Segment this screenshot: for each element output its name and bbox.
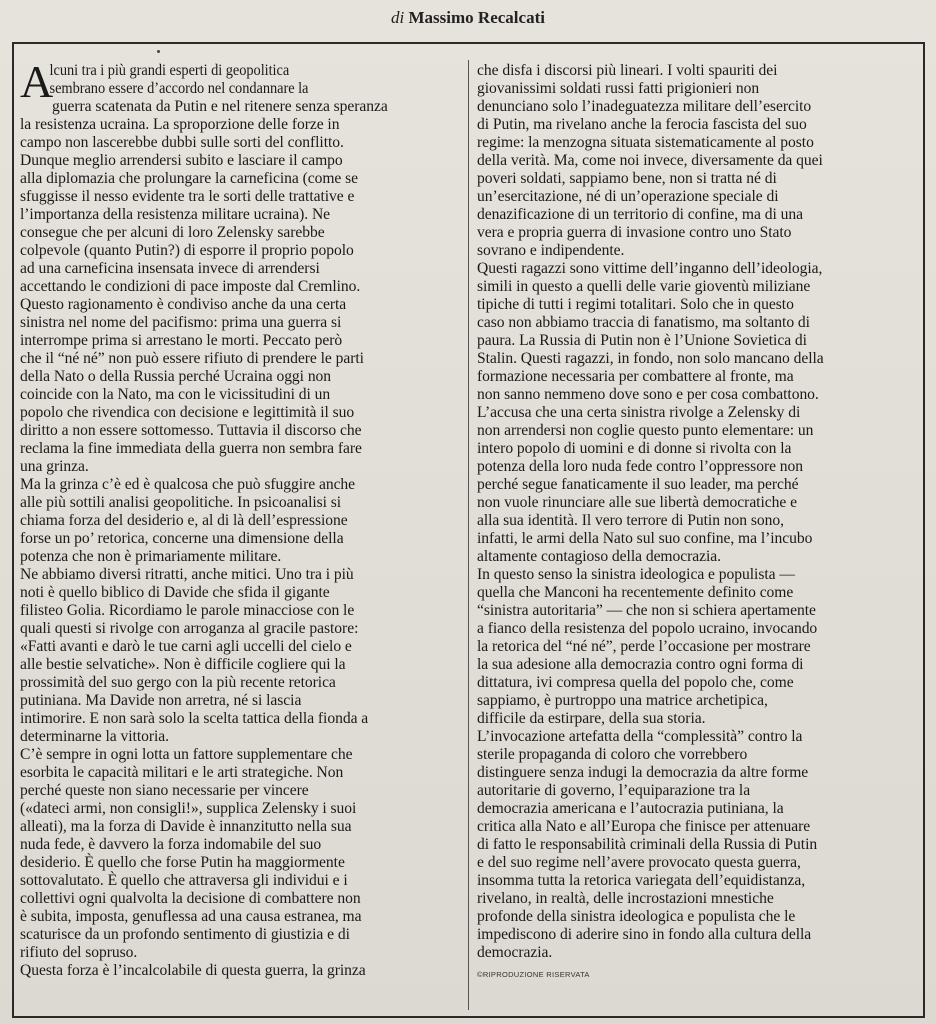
text-line: («dateci armi, non consigli!», supplica Zelensky i suoi xyxy=(20,800,357,817)
text-line: dittatura, ivi compresa quella del popolo che, come xyxy=(477,674,794,691)
text-line: interrompe prima si arrestano le morti. Peccato però xyxy=(20,332,343,349)
text-line: Ma la grinza c’è ed è qualcosa che può sfuggire anche xyxy=(20,476,356,493)
text-line: reclama la fine immediata della guerra non sembra fare xyxy=(20,440,362,457)
text-line: difficile da estirpare, della sua storia. xyxy=(477,710,706,727)
text-line: denazificazione di un territorio di confine, ma di una xyxy=(477,206,803,223)
text-line: giovanissimi soldati russi fatti prigionieri non xyxy=(477,80,760,97)
text-line: infatti, le armi della Nato sul suo confine, ma l’incubo xyxy=(477,530,813,547)
text-line: simili in questo a quelli delle varie gioventù miliziane xyxy=(477,278,811,295)
text-line: putiniana. Ma Davide non arretra, né si lascia xyxy=(20,692,302,709)
text-line: che il “né né” non può essere rifiuto di prendere le parti xyxy=(20,350,364,367)
text-line: desiderio. È quello che forse Putin ha maggiormente xyxy=(20,854,345,871)
text-line: caso non abbiamo traccia di fanatismo, ma soltanto di xyxy=(477,314,810,331)
text-line: della verità. Ma, come noi invece, diversamente da quei xyxy=(477,152,823,169)
text-line: chiama forza del desiderio e, al di là dell’espressione xyxy=(20,512,348,529)
text-line: perché queste non siano necessarie per vincere xyxy=(20,782,309,799)
text-line: intero popolo di uomini e di donne si rivolta con la xyxy=(477,440,792,457)
text-line: alle bestie selvatiche». Non è difficile cogliere qui la xyxy=(20,656,346,673)
text-line: filisteo Golia. Ricordiamo le parole minacciose con le xyxy=(20,602,355,619)
text-line: diritto a non essere sottomesso. Tuttavia il discorso che xyxy=(20,422,362,439)
column-divider xyxy=(468,60,469,1010)
text-line: potenza della loro nuda fede contro l’oppressore non xyxy=(477,458,804,475)
text-line: intimorire. E non sarà solo la scelta tattica della fionda a xyxy=(20,710,369,727)
text-line: scaturisce da un profondo sentimento di giustizia e di xyxy=(20,926,350,943)
text-line: l’importanza della resistenza militare ucraina). Ne xyxy=(20,206,331,223)
text-line: regime: la menzogna situata sistematicamente al posto xyxy=(477,134,814,151)
text-line: sinistra nel nome del pacifismo: prima una guerra si xyxy=(20,314,342,331)
text-line: critica alla Nato e all’Europa che finisce per attenuare xyxy=(477,818,811,835)
text-line: altamente contagioso della democrazia. xyxy=(477,548,722,565)
text-line: formazione necessaria per combattere al fronte, ma xyxy=(477,368,794,385)
text-line: Stalin. Questi ragazzi, in fondo, non solo mancano della xyxy=(477,350,824,367)
byline xyxy=(0,8,936,28)
text-line: coincide con la Nato, ma con le vicissitudini di un xyxy=(20,386,331,403)
text-line: popolo che rivendica con decisione e legittimità il suo xyxy=(20,404,355,421)
text-line: ad una carneficina insensata invece di arrendersi xyxy=(20,260,320,277)
text-line: vera e propria guerra di invasione contro uno Stato xyxy=(477,224,792,241)
text-line: insomma tutta la retorica variegata dell’equidistanza, xyxy=(477,872,806,889)
drop-cap: A xyxy=(20,56,54,107)
text-line: distinguere senza indugi la democrazia da altre forme xyxy=(477,764,809,781)
text-line: collettivi ogni qualvolta la decisione di combattere non xyxy=(20,890,361,907)
text-line: sterile propaganda di coloro che vorrebbero xyxy=(477,746,748,763)
text-line: “sinistra autoritaria” — che non si schiera apertamente xyxy=(477,602,816,619)
text-line: quali questi si rivolge con arroganza al gracile pastore: xyxy=(20,620,359,637)
text-line: In questo senso la sinistra ideologica e populista — xyxy=(477,566,795,583)
text-line: perché segue fanaticamente il suo leader, ma perché xyxy=(477,476,799,493)
text-line: L’accusa che una certa sinistra rivolge a Zelensky di xyxy=(477,404,801,421)
text-line: alla sua identità. Il vero terrore di Putin non sono, xyxy=(477,512,784,529)
text-line: un’esercitazione, né di un’operazione speciale di xyxy=(477,188,779,205)
article-column-left xyxy=(20,56,460,980)
text-line: quella che Manconi ha recentemente definito come xyxy=(477,584,794,601)
text-line: democrazia americana e l’autocrazia putiniana, la xyxy=(477,800,784,817)
text-line: guerra scatenata da Putin e nel ritenere senza speranza xyxy=(52,98,388,115)
text-line: Questo ragionamento è condiviso anche da una certa xyxy=(20,296,347,313)
text-line: rivelano, in realtà, delle incrostazioni mnestiche xyxy=(477,890,774,907)
text-line: potenza che non è primariamente militare. xyxy=(20,548,282,565)
text-line: nuda fede, è davvero la forza indomabile del suo xyxy=(20,836,322,853)
text-line: noti è quello biblico di Davide che sfida il gigante xyxy=(20,584,330,601)
text-line: non arrendersi non coglie questo punto elementare: un xyxy=(477,422,814,439)
text-line: democrazia. xyxy=(477,944,553,961)
text-line: sottovalutato. È quello che attraversa gli individui e i xyxy=(20,872,348,889)
text-line: che disfa i discorsi più lineari. I volti spauriti dei xyxy=(477,62,778,79)
text-line: di Putin, ma rivelano anche la ferocia fascista del suo xyxy=(477,116,807,133)
text-line: sembrano essere d’accordo nel condannare la xyxy=(49,80,309,97)
byline-author: Massimo Recalcati xyxy=(408,8,545,27)
text-line: sfuggisse il nesso evidente tra le sorti delle trattative e xyxy=(20,188,355,205)
text-line: la sua adesione alla democrazia contro ogni forma di xyxy=(477,656,804,673)
text-line: è subita, imposta, genuflessa ad una causa estranea, ma xyxy=(20,908,362,925)
text-line: di fatto le responsabilità criminali della Russia di Putin xyxy=(477,836,818,853)
text-line: alleati), ma la forza di Davide è innanzitutto nella sua xyxy=(20,818,352,835)
text-line: della Nato o della Russia perché Ucraina oggi non xyxy=(20,368,332,385)
byline-prefix: di xyxy=(391,8,405,27)
text-line: alle più sottili analisi geopolitiche. In psicoanalisi si xyxy=(20,494,342,511)
text-line: tipiche di tutti i regimi totalitari. Solo che in questo xyxy=(477,296,794,313)
article-body-right xyxy=(477,62,919,962)
text-line: impediscono di aderire sino in fondo alla cultura della xyxy=(477,926,812,943)
text-line: L’invocazione artefatta della “complessità” contro la xyxy=(477,728,803,745)
text-line: campo non lascerebbe dubbi sulle sorti del conflitto. xyxy=(20,134,344,151)
text-line: lcuni tra i più grandi esperti di geopolitica xyxy=(49,62,290,79)
text-line: accettando le condizioni di pace imposte dal Cremlino. xyxy=(20,278,361,295)
text-line: rifiuto del sopruso. xyxy=(20,944,138,961)
copyright-notice: ©RIPRODUZIONE RISERVATA xyxy=(477,970,590,979)
text-line: Ne abbiamo diversi ritratti, anche mitici. Uno tra i più xyxy=(20,566,354,583)
text-line: autoritarie di governo, l’equiparazione tra la xyxy=(477,782,751,799)
text-line: alla diplomazia che prolungare la carneficina (come se xyxy=(20,170,359,187)
text-line: sappiamo, è purtroppo una matrice archetipica, xyxy=(477,692,768,709)
text-line: esorbita le capacità militari e le arti strategiche. Non xyxy=(20,764,344,781)
article-body-left xyxy=(20,98,460,980)
text-line: colpevole (quanto Putin?) di esporre il proprio popolo xyxy=(20,242,354,259)
text-line: prossimità del suo gergo con la più recente retorica xyxy=(20,674,336,691)
text-line: e del suo regime nell’avere provocato questa guerra, xyxy=(477,854,801,871)
text-line: non sanno nemmeno dove sono e per cosa combattono. xyxy=(477,386,819,403)
text-line: «Fatti avanti e darò le tue carni agli uccelli del cielo e xyxy=(20,638,352,655)
text-line: la retorica del “né né”, perde l’occasione per mostrare xyxy=(477,638,811,655)
text-line: sovrano e indipendente. xyxy=(477,242,625,259)
article-column-right xyxy=(477,62,919,984)
text-line: una grinza. xyxy=(20,458,89,475)
text-line: paura. La Russia di Putin non è l’Unione Sovietica di xyxy=(477,332,807,349)
text-line: poveri soldati, sappiamo bene, non si tratta né di xyxy=(477,170,777,187)
text-line: denunciano solo l’inadeguatezza militare dell’esercito xyxy=(477,98,812,115)
text-line: consegue che per alcuni di loro Zelensky sarebbe xyxy=(20,224,325,241)
text-line: C’è sempre in ogni lotta un fattore supplementare che xyxy=(20,746,353,763)
text-line: non vuole rinunciare alle sue libertà democratiche e xyxy=(477,494,797,511)
text-line: la resistenza ucraina. La sproporzione delle forze in xyxy=(20,116,340,133)
text-line: forse un po’ retorica, concerne una dimensione della xyxy=(20,530,344,547)
text-line: Questa forza è l’incalcolabile di questa guerra, la grinza xyxy=(20,962,366,979)
text-line: Questi ragazzi sono vittime dell’inganno dell’ideologia, xyxy=(477,260,823,277)
text-line: determinarne la vittoria. xyxy=(20,728,169,745)
text-line: a fianco della resistenza del popolo ucraino, invocando xyxy=(477,620,818,637)
text-line: profonde della sinistra ideologica e populista che le xyxy=(477,908,796,925)
text-line: Dunque meglio arrendersi subito e lasciare il campo xyxy=(20,152,343,169)
